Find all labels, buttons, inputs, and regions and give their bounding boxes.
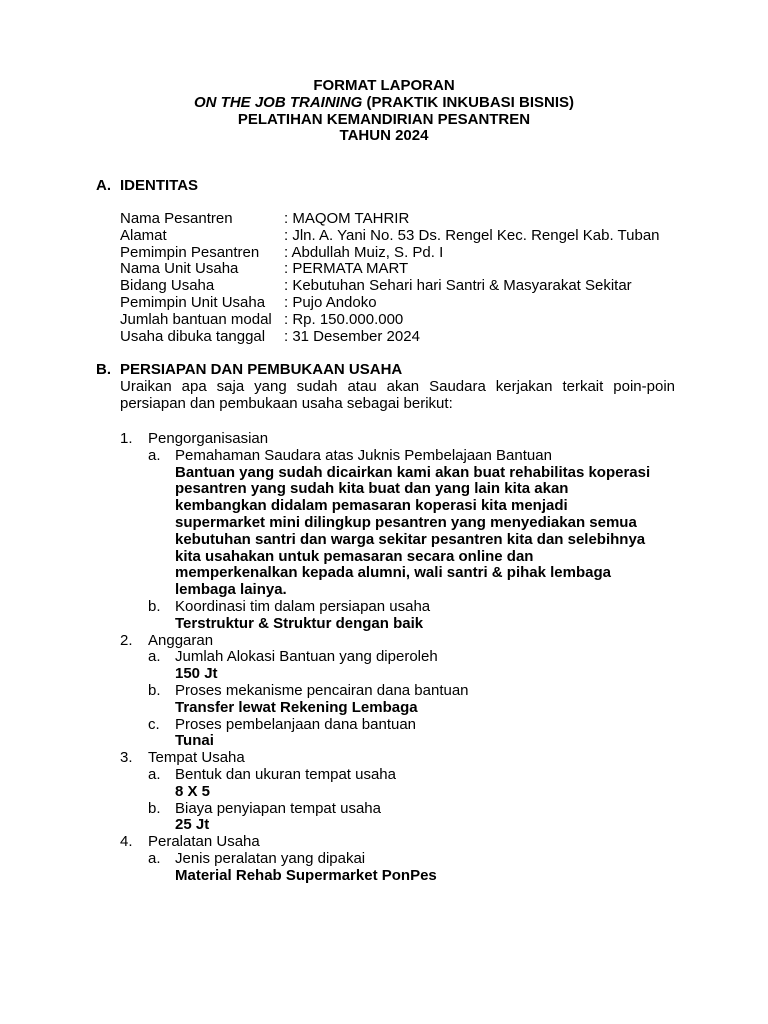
- answer-line: supermarket mini dilingkup pesantren yang menyediakan semua: [175, 513, 637, 531]
- sub-item: [148, 683, 680, 700]
- title-line-1: FORMAT LAPORAN: [313, 77, 455, 94]
- item-number: 3.: [120, 749, 133, 767]
- identity-label: Bidang Usaha: [120, 277, 215, 295]
- answer-text: [175, 817, 680, 834]
- identity-label: Alamat: [120, 226, 167, 244]
- answer-line: Bantuan yang sudah dicairkan kami akan buat rehabilitas koperasi: [175, 463, 651, 481]
- list-item: [120, 633, 680, 650]
- answer-line: kita usahakan untuk pemasaran secara online dan: [175, 547, 534, 565]
- answer-text: [175, 465, 680, 599]
- sub-item-question: Jenis peralatan yang dipakai: [175, 849, 366, 867]
- answer-text: [175, 700, 680, 717]
- section-b-title: PERSIAPAN DAN PEMBUKAAN USAHA: [120, 361, 403, 378]
- answer-line: 25 Jt: [175, 816, 210, 834]
- section-a-letter: A.: [96, 177, 111, 194]
- answer-line: Material Rehab Supermarket PonPes: [175, 866, 437, 884]
- answer-text: [175, 666, 680, 683]
- list-item: [120, 750, 680, 767]
- section-b-intro: Uraikan apa saja yang sudah atau akan Saudara kerjakan terkait poin-poin persiapan dan pembukaan usaha sebagai berikut:: [120, 378, 675, 412]
- sub-item-letter: a.: [148, 849, 161, 867]
- title-line-4: TAHUN 2024: [339, 127, 429, 145]
- identity-row: [120, 329, 660, 346]
- item-label: Pengorganisasian: [148, 430, 269, 447]
- list-item: [120, 431, 680, 448]
- identity-value: : 31 Desember 2024: [284, 327, 420, 345]
- answer-line: 150 Jt: [175, 665, 218, 683]
- title-line-2-italic: ON THE JOB TRAINING: [193, 93, 363, 111]
- sub-item-question: Koordinasi tim dalam persiapan usaha: [175, 597, 431, 615]
- answer-text: [175, 616, 680, 633]
- identity-row: [120, 278, 660, 295]
- identity-row: [120, 228, 660, 245]
- sub-item-letter: b.: [148, 681, 161, 699]
- item-number: 1.: [120, 430, 133, 447]
- item-label: Peralatan Usaha: [148, 833, 260, 851]
- identity-row: [120, 261, 660, 278]
- item-label: Anggaran: [148, 631, 214, 649]
- sub-item-letter: a.: [148, 648, 161, 666]
- answer-line: kebutuhan santri dan warga sekitar pesantren kita dan selebihnya: [175, 530, 646, 548]
- identity-row: [120, 211, 660, 228]
- identity-value: : Jln. A. Yani No. 53 Ds. Rengel Kec. Rengel Kab. Tuban: [284, 226, 660, 244]
- identity-value: : Pujo Andoko: [284, 293, 377, 311]
- sub-item: [148, 448, 680, 465]
- answer-line: kembangkan didalam pemasaran koperasi kita menjadi: [175, 497, 568, 515]
- title-line-2: [0, 95, 768, 112]
- answer-line: 8 X 5: [175, 782, 211, 800]
- answer-text: [175, 784, 680, 801]
- answer-line: Terstruktur & Struktur dengan baik: [175, 614, 424, 632]
- identity-value: : MAQOM TAHRIR: [284, 210, 410, 227]
- section-a-heading: [96, 178, 198, 195]
- sub-item-question: Proses mekanisme pencairan dana bantuan: [175, 681, 469, 699]
- sub-item: [148, 767, 680, 784]
- identity-label: Nama Unit Usaha: [120, 260, 239, 278]
- sub-item-letter: c.: [148, 715, 160, 733]
- identity-label: Usaha dibuka tanggal: [120, 327, 266, 345]
- identity-label: Pemimpin Pesantren: [120, 243, 260, 261]
- sub-item-letter: b.: [148, 799, 161, 817]
- identity-row: [120, 245, 660, 262]
- identity-value: : Rp. 150.000.000: [284, 310, 404, 328]
- identity-row: [120, 312, 660, 329]
- sub-item-question: Jumlah Alokasi Bantuan yang diperoleh: [175, 648, 438, 666]
- sub-item-question: Bentuk dan ukuran tempat usaha: [175, 765, 396, 783]
- preparation-list: [120, 431, 680, 885]
- identity-table: [120, 211, 660, 345]
- identity-value: : PERMATA MART: [284, 260, 409, 278]
- title-line-3: PELATIHAN KEMANDIRIAN PESANTREN: [237, 110, 531, 128]
- list-item: [120, 834, 680, 851]
- sub-item: [148, 851, 680, 868]
- title-line-2-rest: (PRAKTIK INKUBASI BISNIS): [362, 93, 574, 111]
- answer-text: [175, 733, 680, 750]
- identity-value: : Abdullah Muiz, S. Pd. I: [284, 243, 444, 261]
- answer-line: Tunai: [175, 732, 214, 750]
- answer-text: [175, 868, 680, 885]
- identity-label: Jumlah bantuan modal: [120, 310, 272, 328]
- sub-item-letter: a.: [148, 765, 161, 783]
- section-a-title: IDENTITAS: [120, 177, 199, 194]
- answer-line: Transfer lewat Rekening Lembaga: [175, 698, 418, 716]
- sub-item-question: Biaya penyiapan tempat usaha: [175, 799, 381, 817]
- item-label: Tempat Usaha: [148, 749, 245, 767]
- answer-line: memperkenalkan kepada alumni, wali santri & pihak lembaga: [175, 564, 611, 582]
- sub-item-question: Proses pembelanjaan dana bantuan: [175, 715, 417, 733]
- sub-item: [148, 801, 680, 818]
- identity-label: Nama Pesantren: [120, 210, 233, 227]
- identity-label: Pemimpin Unit Usaha: [120, 293, 266, 311]
- sub-item-question: Pemahaman Saudara atas Juknis Pembelajaan Bantuan: [175, 446, 552, 464]
- answer-line: pesantren yang sudah kita buat dan yang lain kita akan: [175, 480, 569, 498]
- report-title: [0, 78, 768, 145]
- sub-item-letter: a.: [148, 446, 161, 464]
- identity-row: [120, 295, 660, 312]
- answer-line: lembaga lainya.: [175, 581, 287, 599]
- sub-item-letter: b.: [148, 597, 161, 615]
- sub-item: [148, 649, 680, 666]
- sub-item: [148, 599, 680, 616]
- section-b-heading: [96, 362, 402, 379]
- identity-value: : Kebutuhan Sehari hari Santri & Masyarakat Sekitar: [284, 277, 632, 295]
- item-number: 4.: [120, 833, 133, 851]
- sub-item: [148, 717, 680, 734]
- item-number: 2.: [120, 631, 133, 649]
- section-b-letter: B.: [96, 361, 111, 378]
